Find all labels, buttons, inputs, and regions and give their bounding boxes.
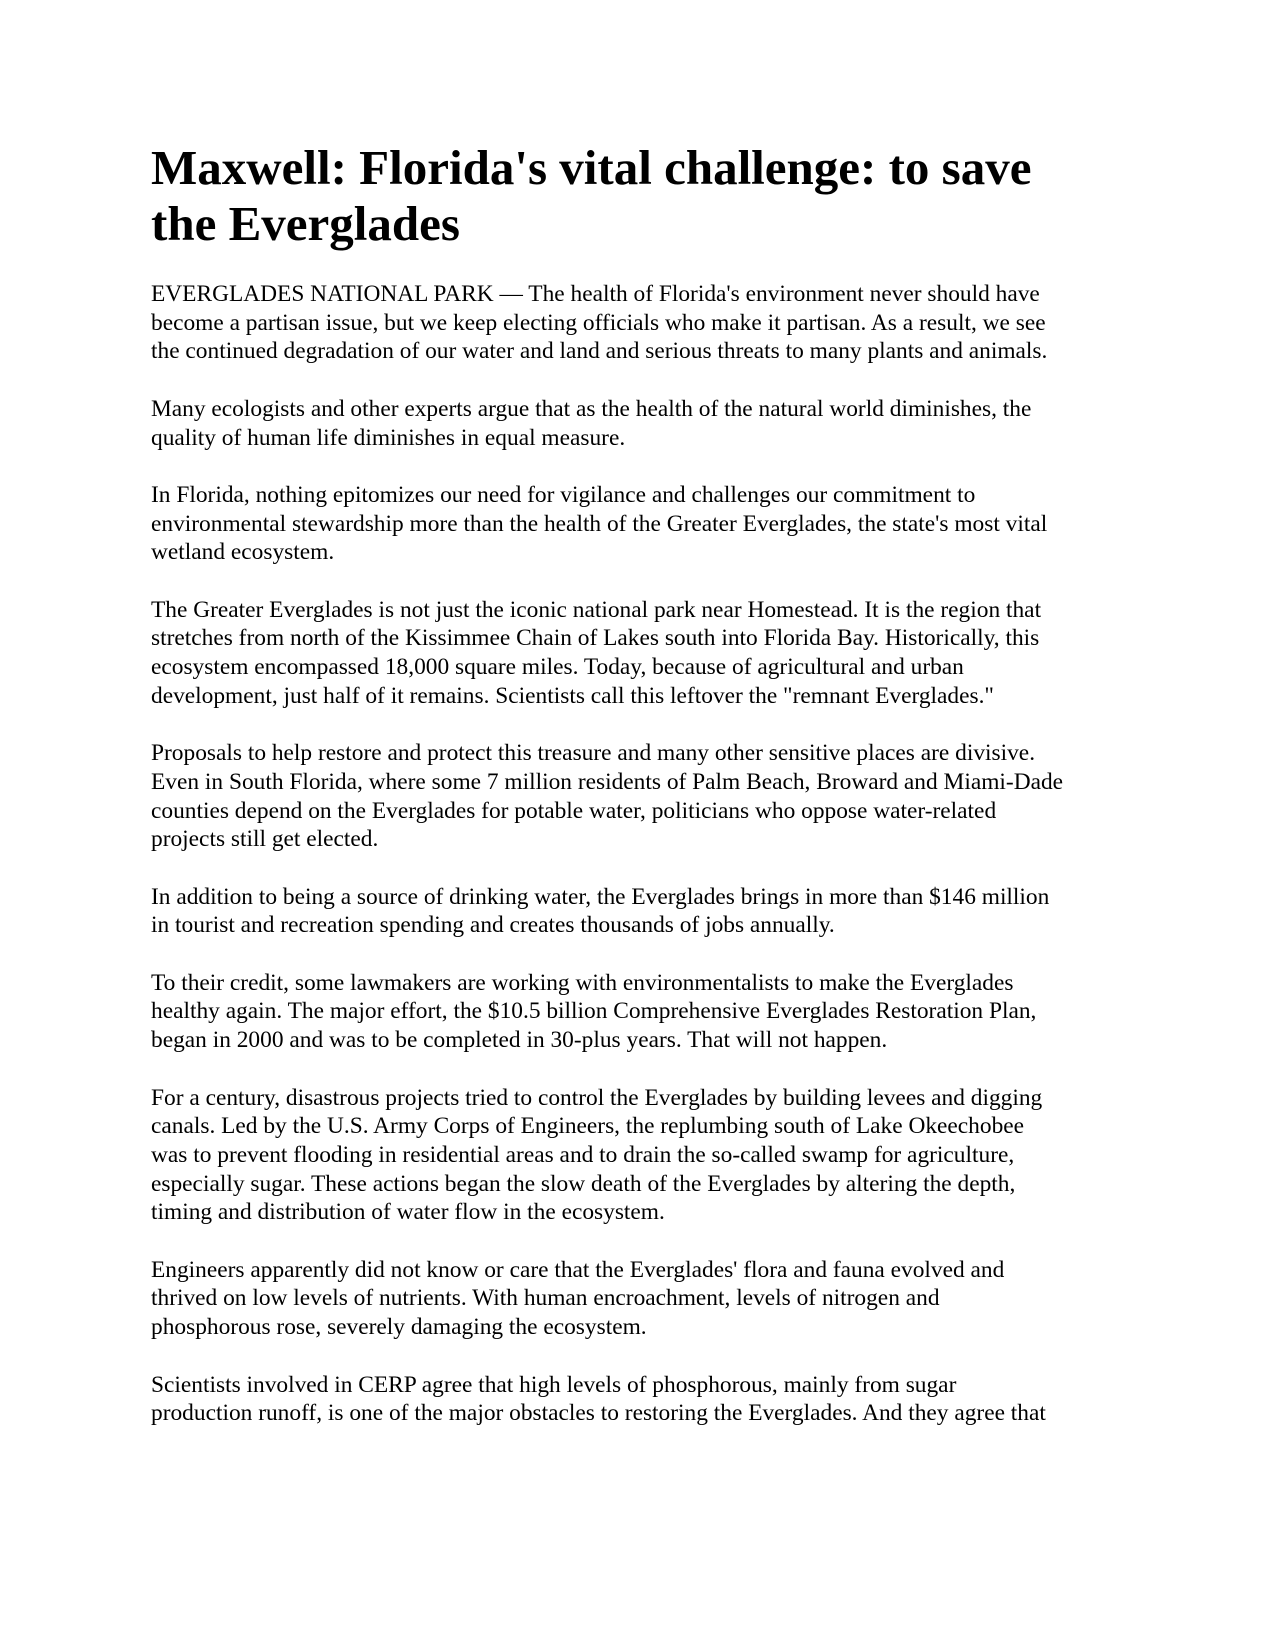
- paragraph-line: stretches from north of the Kissimmee Chain of Lakes south into Florida Bay. Historically, this: [151, 625, 1040, 652]
- paragraph-line: canals. Led by the U.S. Army Corps of Engineers, the replumbing south of Lake Okeechobee: [151, 1113, 1025, 1140]
- article-body: [151, 280, 1141, 1428]
- article-paragraph: [151, 481, 1141, 567]
- paragraph-line: For a century, disastrous projects tried to control the Everglades by building levees and digging: [151, 1084, 1043, 1111]
- article-paragraph: [151, 883, 1141, 940]
- article-paragraph: [151, 596, 1141, 711]
- paragraph-line: become a partisan issue, but we keep electing officials who make it partisan. As a result, we see: [151, 309, 1046, 336]
- article-paragraph: [151, 280, 1141, 366]
- paragraph-line: the continued degradation of our water and land and serious threats to many plants and animals.: [151, 338, 1048, 365]
- document-page: [151, 140, 1141, 1457]
- paragraph-line: especially sugar. These actions began the slow death of the Everglades by altering the depth,: [151, 1170, 1016, 1197]
- paragraph-line: Engineers apparently did not know or care that the Everglades' flora and fauna evolved and: [151, 1256, 1005, 1283]
- article-title: [151, 140, 1141, 252]
- paragraph-line: was to prevent flooding in residential areas and to drain the so-called swamp for agriculture,: [151, 1141, 1015, 1168]
- paragraph-line: in tourist and recreation spending and creates thousands of jobs annually.: [151, 912, 835, 939]
- paragraph-line: Proposals to help restore and protect this treasure and many other sensitive places are divisive.: [151, 740, 1036, 767]
- paragraph-line: counties depend on the Everglades for potable water, politicians who oppose water-related: [151, 797, 997, 824]
- paragraph-line: quality of human life diminishes in equal measure.: [151, 424, 626, 451]
- paragraph-line: projects still get elected.: [151, 826, 379, 853]
- article-paragraph: [151, 739, 1141, 854]
- paragraph-line: EVERGLADES NATIONAL PARK — The health of Florida's environment never should have: [151, 281, 1040, 307]
- paragraph-line: The Greater Everglades is not just the iconic national park near Homestead. It is the region that: [151, 596, 1042, 623]
- paragraph-line: healthy again. The major effort, the $10.5 billion Comprehensive Everglades Restoration Plan,: [151, 998, 1037, 1025]
- paragraph-line: ecosystem encompassed 18,000 square miles. Today, because of agricultural and urban: [151, 654, 964, 681]
- article-paragraph: [151, 395, 1141, 452]
- paragraph-line: Many ecologists and other experts argue that as the health of the natural world diminishes, the: [151, 395, 1032, 422]
- paragraph-line: In Florida, nothing epitomizes our need for vigilance and challenges our commitment to: [151, 481, 976, 508]
- paragraph-line: production runoff, is one of the major obstacles to restoring the Everglades. And they agree that: [151, 1400, 1046, 1427]
- paragraph-line: began in 2000 and was to be completed in 30-plus years. That will not happen.: [151, 1027, 888, 1054]
- article-paragraph: [151, 1371, 1141, 1428]
- paragraph-line: wetland ecosystem.: [151, 539, 335, 566]
- paragraph-line: thrived on low levels of nutrients. With human encroachment, levels of nitrogen and: [151, 1285, 940, 1312]
- paragraph-line: environmental stewardship more than the health of the Greater Everglades, the state's most vital: [151, 510, 1048, 537]
- paragraph-line: development, just half of it remains. Scientists call this leftover the "remnant Everglades.": [151, 682, 994, 709]
- paragraph-line: Even in South Florida, where some 7 million residents of Palm Beach, Broward and Miami-Dade: [151, 768, 1064, 795]
- article-paragraph: [151, 1256, 1141, 1342]
- article-paragraph: [151, 1084, 1141, 1228]
- article-title-line: Maxwell: Florida's vital challenge: to save: [151, 140, 1032, 195]
- article-title-line: the Everglades: [151, 196, 460, 251]
- paragraph-line: In addition to being a source of drinking water, the Everglades brings in more than $146 million: [151, 883, 1050, 910]
- paragraph-line: phosphorous rose, severely damaging the ecosystem.: [151, 1314, 647, 1341]
- article-paragraph: [151, 969, 1141, 1055]
- paragraph-line: timing and distribution of water flow in the ecosystem.: [151, 1199, 665, 1226]
- paragraph-line: To their credit, some lawmakers are working with environmentalists to make the Everglades: [151, 969, 1014, 996]
- paragraph-line: Scientists involved in CERP agree that high levels of phosphorous, mainly from sugar: [151, 1371, 957, 1398]
